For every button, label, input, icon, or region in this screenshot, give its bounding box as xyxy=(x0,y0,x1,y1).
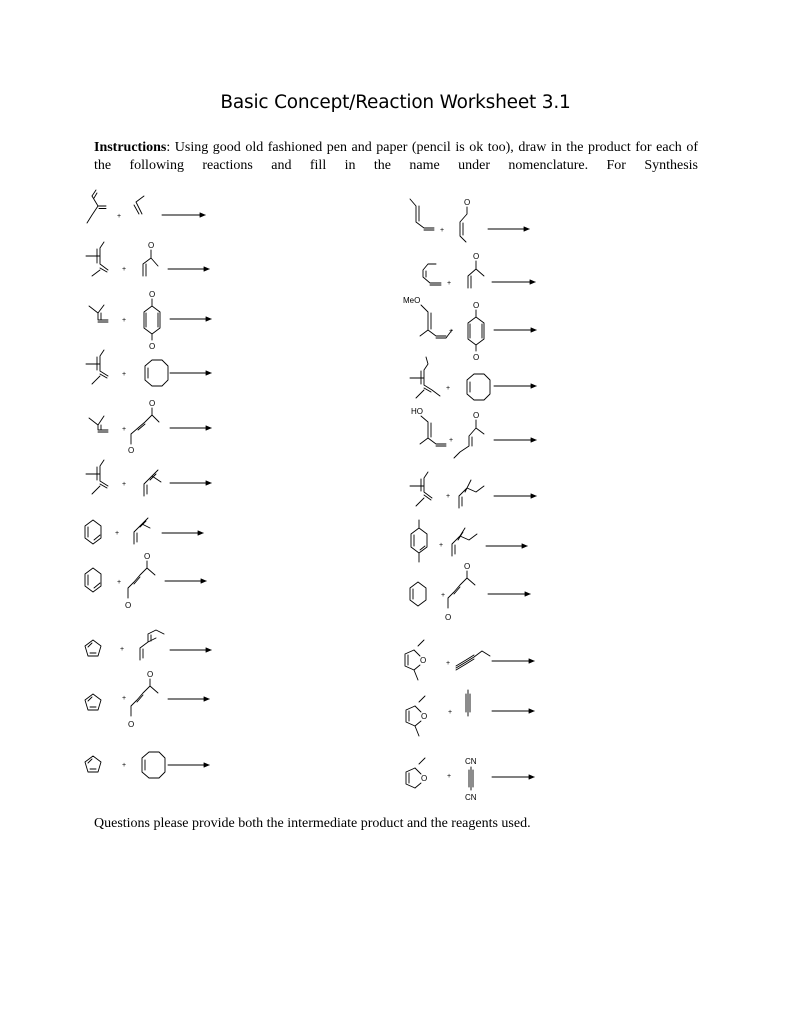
footer-note: Questions please provide both the intermediate product and the reagents used. xyxy=(94,816,531,831)
plus-sign: + xyxy=(122,762,127,769)
oxygen-label: O xyxy=(128,720,135,729)
plus-sign: + xyxy=(448,709,453,716)
plus-sign: + xyxy=(439,542,444,549)
oxygen-label: O xyxy=(125,601,132,610)
plus-sign: + xyxy=(440,227,445,234)
dienophile-pentene xyxy=(144,470,161,496)
oxygen-label: O xyxy=(464,198,471,207)
dienophile-enedione xyxy=(128,399,159,455)
oxygen-label: O xyxy=(473,252,480,261)
reaction-left-11 xyxy=(85,752,209,778)
reaction-left-10 xyxy=(85,670,209,729)
dienophile-pentene xyxy=(452,528,477,556)
diene-cyclohexadiene xyxy=(85,568,101,592)
dienophile-enedione xyxy=(445,562,475,622)
oxygen-label: O xyxy=(445,613,452,622)
diene-pentadiene xyxy=(410,199,434,230)
reaction-right-7 xyxy=(411,520,527,562)
reaction-right-2 xyxy=(423,252,535,288)
diene-isoprene xyxy=(89,416,108,432)
reaction-right-11 xyxy=(406,757,534,802)
reaction-left-7 xyxy=(85,518,203,544)
plus-sign: + xyxy=(449,328,454,335)
dienophile-benzoquinone xyxy=(468,301,484,362)
plus-sign: + xyxy=(117,579,122,586)
oxygen-label: O xyxy=(421,712,428,721)
reaction-left-4 xyxy=(86,350,211,386)
dienophile-methyl-vinyl-ketone xyxy=(468,252,484,288)
reaction-left-6 xyxy=(86,460,211,496)
dienophile-crotonaldehyde xyxy=(460,198,470,242)
dienophile-enedione xyxy=(128,670,158,729)
diene-isoprene xyxy=(89,305,108,322)
plus-sign: + xyxy=(122,266,127,273)
reaction-right-6 xyxy=(410,472,536,508)
dienophile-methyl-vinyl-ketone xyxy=(143,241,158,276)
dienophile-cyclohexene xyxy=(467,374,490,400)
diene-methoxy xyxy=(420,305,452,338)
diene-substituted xyxy=(410,357,440,398)
diene-terpinene xyxy=(411,520,427,562)
diene-dimethylfuran xyxy=(406,696,427,736)
dienophile-cyclohexene xyxy=(145,360,168,386)
oxygen-label: O xyxy=(473,301,480,310)
plus-sign: + xyxy=(446,385,451,392)
plus-sign: + xyxy=(449,437,454,444)
dienophile-propene xyxy=(134,196,144,214)
plus-sign: + xyxy=(447,280,452,287)
instructions-text: : Using good old fashioned pen and paper (pencil is ok too), draw in the product for each of the following reactions and fill in the name under nomenclature. For Synthesis xyxy=(94,140,698,173)
reaction-left-8 xyxy=(85,552,206,610)
reaction-right-4 xyxy=(410,357,536,400)
diene-cyclohexadiene xyxy=(410,582,426,606)
oxygen-label: O xyxy=(128,446,135,455)
diene-isoprene xyxy=(87,190,106,223)
nitrile-label: CN xyxy=(465,793,477,802)
nitrile-label: CN xyxy=(465,757,477,766)
diene-dimethylbutadiene xyxy=(86,350,108,384)
plus-sign: + xyxy=(122,481,127,488)
dienophile-pentene xyxy=(459,480,484,508)
plus-sign: + xyxy=(115,530,120,537)
methoxy-label: MeO xyxy=(403,296,421,305)
hydroxy-label: HO xyxy=(411,407,423,416)
diene-cyclopentadiene xyxy=(85,694,101,710)
dienophile-benzoquinone xyxy=(144,290,160,351)
page-title: Basic Concept/Reaction Worksheet 3.1 xyxy=(220,92,571,113)
diene-methylfuran xyxy=(406,758,427,788)
reaction-right-8 xyxy=(410,562,530,622)
reaction-right-9 xyxy=(405,640,534,680)
dienophile-hexene xyxy=(140,630,164,660)
diene-cyclopentadiene xyxy=(85,756,101,772)
reaction-left-1 xyxy=(87,190,205,223)
diene-hydroxy xyxy=(420,416,446,446)
oxygen-label: O xyxy=(149,399,156,408)
reaction-left-3 xyxy=(89,290,211,351)
reaction-right-1 xyxy=(410,198,529,242)
plus-sign: + xyxy=(122,426,127,433)
diene-cyclohexadiene xyxy=(85,520,101,544)
oxygen-label: O xyxy=(421,774,428,783)
oxygen-label: O xyxy=(420,656,427,665)
diene-dimethylfuran xyxy=(405,640,426,680)
reaction-right-10 xyxy=(406,690,534,736)
oxygen-label: O xyxy=(144,552,151,561)
oxygen-label: O xyxy=(149,342,156,351)
diene-dimethylbutadiene xyxy=(410,472,432,506)
reaction-left-2 xyxy=(86,241,209,276)
dienophile-cyclohexene xyxy=(142,752,165,778)
dienophile-pentene xyxy=(134,518,150,544)
plus-sign: + xyxy=(122,371,127,378)
oxygen-label: O xyxy=(148,241,155,250)
dienophile-enedione xyxy=(125,552,155,610)
diene-dimethylbutadiene xyxy=(86,242,108,276)
plus-sign: + xyxy=(441,592,446,599)
diene-dimethylbutadiene xyxy=(86,460,108,494)
reaction-left-9 xyxy=(85,630,211,660)
diene-cyclopentadiene xyxy=(85,640,101,656)
oxygen-label: O xyxy=(473,411,480,420)
reaction-left-5 xyxy=(89,399,211,455)
plus-sign: + xyxy=(122,317,127,324)
plus-sign: + xyxy=(120,646,125,653)
plus-sign: + xyxy=(122,695,127,702)
dienophile-alkyne xyxy=(456,651,490,670)
plus-sign: + xyxy=(446,493,451,500)
dienophile-butyne xyxy=(466,690,470,716)
oxygen-label: O xyxy=(464,562,471,571)
diene-butadiene xyxy=(423,264,441,285)
plus-sign: + xyxy=(446,660,451,667)
dienophile-dicyanoacetylene xyxy=(465,757,477,802)
plus-sign: + xyxy=(117,213,122,220)
dienophile-pentenone xyxy=(454,411,484,458)
oxygen-label: O xyxy=(473,353,480,362)
instructions-label: Instructions xyxy=(94,140,167,155)
reaction-right-5 xyxy=(411,407,536,458)
oxygen-label: O xyxy=(149,290,156,299)
oxygen-label: O xyxy=(147,670,154,679)
plus-sign: + xyxy=(447,773,452,780)
reaction-right-3 xyxy=(403,296,536,362)
